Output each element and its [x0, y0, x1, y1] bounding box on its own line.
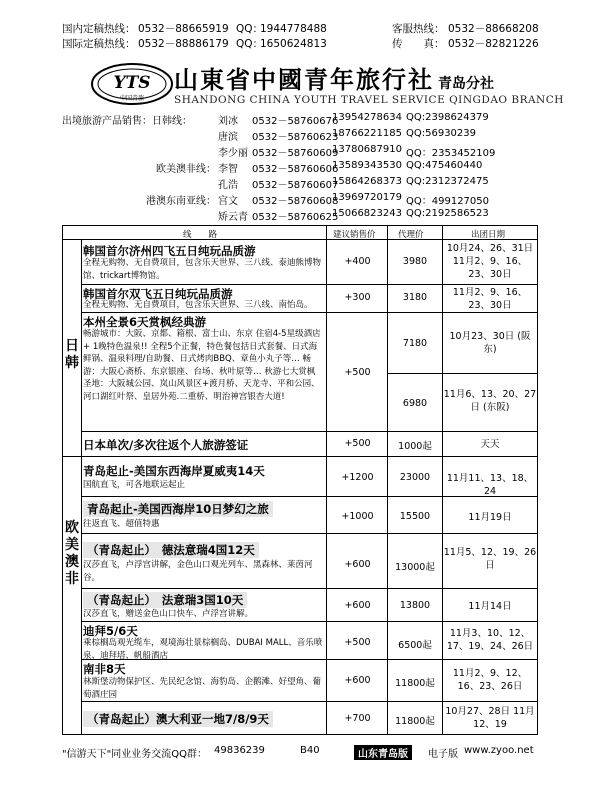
retail-price: +400	[344, 256, 371, 267]
fax-label: 传 真：	[392, 38, 445, 50]
divider	[81, 533, 537, 534]
route-desc: 乘棕榈岛观光缆车，观境海壮景棕榈岛、DUBAI MALL、音乐喷泉、迪拜塔、帆船酒店	[83, 638, 323, 661]
branch-name: 青岛分社	[438, 76, 494, 92]
brand-name-en: SHANDONG CHINA YOUTH TRAVEL SERVICE QINGDAO BRANCH	[174, 94, 564, 106]
contact-name: 矫云青	[218, 212, 248, 223]
divider	[63, 456, 537, 457]
intl-hotline-phone: 0532－88886179	[138, 38, 229, 50]
page-number: B40	[300, 745, 320, 756]
route-desc: 汉莎直飞，赠送金色山口快车、卢浮宫讲解。	[83, 609, 254, 619]
departure-dates: 10月24、26、31日 11月2、9、16、23、30日	[446, 243, 534, 280]
route-title: （青岛起止）澳大利亚一地7/8/9天	[83, 711, 273, 727]
contact-line: 出境旅游产品销售：日韩线：	[62, 116, 192, 127]
contact-mobile: 15066823243	[332, 208, 402, 219]
divider	[81, 284, 537, 285]
contact-phone: 0532－58760607	[252, 180, 339, 191]
service-hotline-label: 客服热线：	[392, 23, 445, 35]
divider	[81, 588, 537, 589]
logo-text: YTS	[113, 73, 151, 93]
hotline-block	[62, 22, 537, 52]
table-header	[63, 226, 537, 240]
contact-name: 刘冰	[218, 116, 238, 127]
departure-dates: 11月6、13、20、27日 (东阪)	[443, 389, 537, 413]
divider	[81, 431, 537, 432]
contact-name: 李智	[218, 164, 238, 175]
departure-dates: 11月5、12、19、26日	[443, 547, 537, 571]
retail-price: +300	[344, 292, 371, 303]
departure-dates: 10月23、30日 (阪东)	[449, 331, 531, 355]
contact-mobile: 13969720179	[332, 192, 402, 203]
agent-price: 15500	[399, 511, 431, 522]
page-footer	[62, 744, 538, 760]
retail-price: +500	[344, 438, 371, 449]
contact-qq: QQ:56930239	[406, 128, 477, 139]
intl-hotline-label: 国际定稿热线：	[62, 38, 136, 50]
retail-price: +1000	[341, 511, 374, 522]
agent-price: 13000起	[395, 562, 435, 573]
divider	[387, 373, 537, 374]
departure-dates: 10月27、28日 11月12、19	[445, 706, 535, 730]
route-title: 日本单次/多次往返个人旅游签证	[83, 438, 249, 452]
contact-mobile: 13589343530	[332, 160, 402, 171]
contact-phone: 0532－58760625	[252, 212, 339, 223]
agent-price: 7180	[402, 338, 428, 349]
divider	[81, 701, 537, 702]
service-hotline-phone: 0532－88668208	[448, 23, 539, 35]
contact-name: 孔浩	[218, 180, 238, 191]
agent-price: 13800	[399, 600, 431, 611]
hotline-row-2	[62, 37, 537, 52]
agent-price: 6980	[402, 398, 428, 409]
route-title: 南非8天	[83, 662, 126, 676]
agent-price: 23000	[399, 472, 431, 483]
header-agent: 代理价	[398, 230, 424, 240]
header-route: 线 路	[183, 230, 218, 240]
contact-name: 宫文	[218, 196, 238, 207]
retail-price: +600	[344, 675, 371, 686]
header-dates: 出团日期	[471, 230, 506, 240]
brand-name	[174, 60, 494, 95]
contact-qq: QQ:2398624379	[406, 112, 489, 123]
retail-price: +500	[344, 637, 371, 648]
edition-label: 电子版	[428, 749, 458, 760]
fax-phone: 0532－82821226	[448, 38, 539, 50]
route-title: （青岛起止） 法意瑞3国10天	[83, 592, 247, 608]
route-desc: 往返直飞、超值特惠	[83, 519, 160, 529]
agent-price: 3180	[402, 292, 428, 303]
route-desc: 畅游城市：大阪、京都、箱根、富士山、东京 住宿4-5星级酒店 + 1晚特色温泉!! 全程5个正餐，特色餐包括日式套餐、日式海鲜锅、温泉料理/自助餐、日式烤肉BBQ、章鱼小丸子等… 畅游：大阪心斋桥、东京银座、台场、秋叶原等… 秋游七大赏枫圣地：大阪城公园、岚山风景区+渡月桥、天龙寺、平和公园、河口湖红叶祭、皇居外苑.二重桥、明治神宫银杏大道!	[83, 329, 321, 402]
route-desc: 全程无购物、无自费项目，包含乐天世界、三八线、南怡岛。	[83, 300, 313, 310]
footer-qq-group: 49836239	[214, 745, 265, 756]
route-title: 韩国首尔双飞五日纯玩品质游	[83, 287, 233, 301]
intl-qq-label: QQ：	[236, 38, 264, 50]
contact-mobile: 18766221185	[332, 128, 402, 139]
agent-price: 11800起	[395, 678, 435, 689]
contact-line: 欧美澳非线：	[156, 164, 216, 175]
contact-phone: 0532－58760606	[252, 164, 339, 175]
contact-mobile: 15864268373	[332, 176, 402, 187]
divider	[81, 621, 537, 622]
divider	[81, 312, 537, 313]
contact-mobile: 13780687910	[332, 144, 402, 155]
footer-url[interactable]: www.zyoo.net	[464, 745, 534, 756]
route-desc: 汉莎直飞，卢浮宫讲解，金色山口观光列车、黑森林、莱茵河谷。	[83, 560, 313, 583]
contact-phone: 0532－58760608	[252, 196, 339, 207]
route-desc: 全程无购物、无自费项目，包含乐天世界、三八线、泰迪熊博物馆、trickart博物馆。	[83, 258, 322, 281]
agent-price: 11800起	[395, 716, 435, 727]
contact-phone: 0532－58760623	[252, 132, 339, 143]
contact-qq: QQ:475460440	[406, 160, 483, 171]
departure-dates: 11月2、9、16、23、30日	[452, 287, 528, 311]
retail-price: +700	[344, 713, 371, 724]
route-title: （青岛起止） 德法意瑞4国12天	[83, 542, 259, 558]
region-japan-korea: 日韩	[65, 338, 79, 371]
retail-price: +600	[344, 600, 371, 611]
contact-phone: 0532－58760609	[252, 148, 339, 159]
brand-name-cn: 山東省中國青年旅行社	[174, 66, 434, 94]
domestic-hotline-phone: 0532－88665919	[138, 23, 229, 35]
departure-dates: 11月11、13、18、24	[446, 473, 534, 497]
contact-qq: QQ：2353452109	[406, 148, 496, 159]
retail-price: +500	[344, 367, 371, 378]
hotline-row-1	[62, 22, 537, 37]
edition-badge: 山东青岛版	[354, 745, 412, 760]
departure-dates: 11月19日	[468, 512, 512, 523]
logo-sub: 中国青旅	[119, 95, 145, 102]
contact-line: 港澳东南亚线：	[146, 196, 216, 207]
route-desc: 国航直飞，可各地联运起止	[83, 480, 186, 490]
route-price-table	[62, 225, 538, 735]
domestic-hotline-label: 国内定稿热线：	[62, 23, 136, 35]
route-title: 青岛起止-美国东西海岸夏威夷14天	[83, 464, 265, 478]
region-europe-america-oceania-africa: 欧美澳非	[65, 520, 79, 587]
contact-name: 李少丽	[218, 148, 248, 159]
contact-qq: QQ:2192586523	[406, 208, 489, 219]
header-retail: 建议销售价	[333, 230, 376, 240]
cyts-logo	[90, 62, 174, 106]
footer-slogan: "信游天下"同业业务交流QQ群：	[62, 749, 207, 760]
departure-dates: 11月3、10、12、17、19、24、26日	[446, 628, 534, 652]
contact-qq: QQ：499127050	[406, 196, 490, 207]
agent-price: 1000起	[398, 441, 432, 452]
route-title: 青岛起止-美国西海岸10日梦幻之旅	[83, 501, 273, 517]
agent-price: 3980	[402, 256, 428, 267]
retail-price: +600	[344, 559, 371, 570]
route-title: 本州全景6天赏枫经典游	[83, 315, 207, 329]
route-title: 迪拜5/6天	[83, 624, 138, 638]
brand-header	[62, 58, 564, 110]
route-desc: 林斯堡动物保护区、先民纪念馆、海豹岛、企鹅滩、好望角、葡萄酒庄园	[83, 677, 322, 700]
contact-mobile: 13954278634	[332, 112, 402, 123]
departure-dates: 11月14日	[468, 601, 512, 612]
contact-phone: 0532－58760676	[252, 116, 339, 127]
domestic-qq: 1944778488	[260, 23, 327, 35]
contact-qq: QQ:2312372475	[406, 176, 489, 187]
agent-price: 6500起	[398, 640, 432, 651]
intl-qq: 1650624813	[260, 38, 327, 50]
contact-name: 唐滨	[218, 132, 238, 143]
retail-price: +1200	[341, 472, 374, 483]
departure-dates: 11月2、9、12、16、23、26日	[452, 668, 528, 692]
departure-dates: 天天	[480, 439, 500, 450]
route-title: 韩国首尔济州四飞五日纯玩品质游	[83, 244, 256, 258]
domestic-qq-label: QQ：	[236, 23, 264, 35]
